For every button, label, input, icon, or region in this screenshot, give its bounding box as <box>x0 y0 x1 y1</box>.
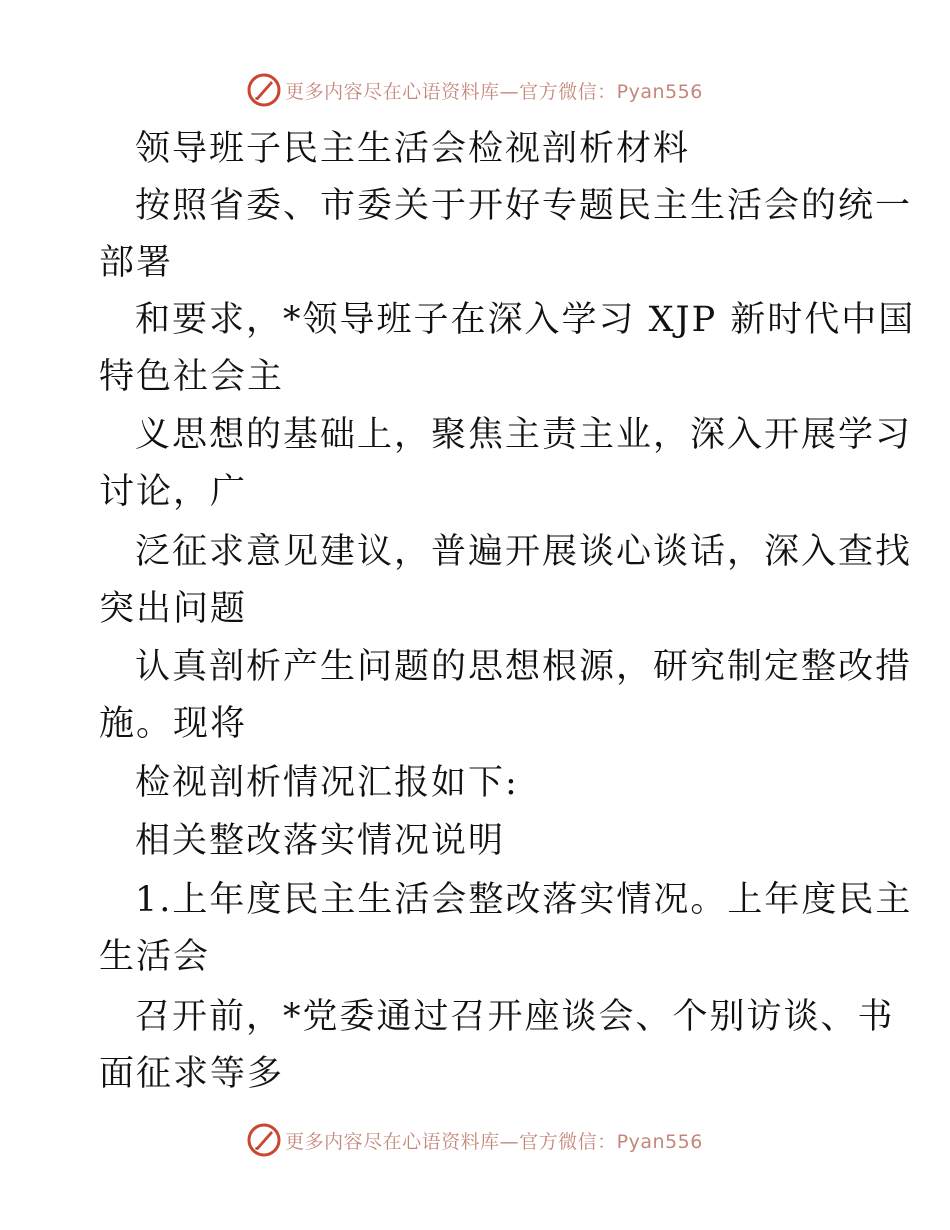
paragraph-line: 义思想的基础上，聚焦主责主业，深入开展学习 <box>135 415 913 455</box>
paragraph-line: 突出问题 <box>99 589 248 629</box>
header-watermark-banner <box>0 68 950 112</box>
paragraph-line: 1.上年度民主生活会整改落实情况。上年度民主 <box>135 880 913 920</box>
paragraph-line: 部署 <box>99 243 174 283</box>
section-heading: 相关整改落实情况说明 <box>135 821 506 861</box>
paragraph-line: 特色社会主 <box>99 357 285 397</box>
paragraph-line: 施。现将 <box>99 704 248 744</box>
paragraph-line: 面征求等多 <box>99 1054 285 1094</box>
quill-logo-icon <box>247 1123 281 1157</box>
paragraph-line: 和要求，*领导班子在深入学习 XJP 新时代中国 <box>135 300 916 340</box>
paragraph-line: 召开前，*党委通过召开座谈会、个别访谈、书 <box>135 997 895 1037</box>
paragraph-line: 生活会 <box>99 937 211 977</box>
paragraph-line: 泛征求意见建议，普遍开展谈心谈话，深入查找 <box>135 532 913 572</box>
document-title: 领导班子民主生活会检视剖析材料 <box>135 129 691 169</box>
header-watermark-text: 更多内容尽在心语资料库—官方微信：Pyan556 <box>285 80 703 103</box>
paragraph-line: 检视剖析情况汇报如下: <box>135 763 519 803</box>
footer-watermark-banner <box>0 1118 950 1162</box>
footer-watermark-text: 更多内容尽在心语资料库—官方微信：Pyan556 <box>285 1130 703 1153</box>
quill-logo-icon <box>247 73 281 107</box>
paragraph-line: 讨论，广 <box>99 472 248 512</box>
paragraph-line: 按照省委、市委关于开好专题民主生活会的统一 <box>135 186 913 226</box>
paragraph-line: 认真剖析产生问题的思想根源，研究制定整改措 <box>135 647 913 687</box>
